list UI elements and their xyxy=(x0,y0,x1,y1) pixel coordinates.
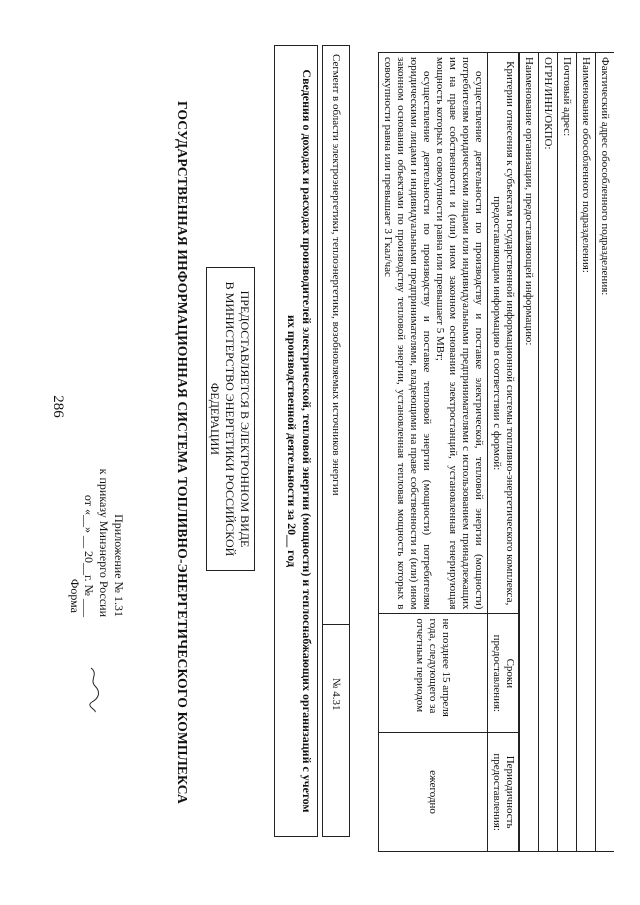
segment-label: Сегмент в области электроэнергетики, теплоэнергетики, возобновляемых источников энергии xyxy=(330,54,342,496)
field-ogrn-inn-okpo: ОГРН/ИНН/ОКПО: xyxy=(538,52,557,852)
periodicity-header: Периодичность предоставления: xyxy=(488,733,519,852)
annex-block xyxy=(81,469,126,617)
criteria-table xyxy=(378,52,519,852)
annex-line-1: Приложение № 1.31 xyxy=(112,514,126,617)
handwritten-date-signature xyxy=(87,666,101,714)
report-title-line-1: Сведения о доходах и расходах производителей электрической, тепловой энергии (мощности) и теплоснабжающих организаций с учетом xyxy=(300,69,314,813)
field-postal-address: Почтовый адрес: xyxy=(557,52,576,852)
criteria-text-2: осуществление деятельности по производству и поставке тепловой энергии (мощности) потребителям юридическими лицами и индивидуальными предпринимателями, владеющими на праве собственности и (или) ином законном основании объектами по производству тепловой энергии, установленная тепловая мощность которых в совокупности равна или превышает 3 Гкал/час xyxy=(382,57,433,610)
report-title-line-2: их производственной деятельности за 20__ год xyxy=(285,314,299,568)
criteria-header: Критерии отнесения к субъектам государственной информационной системы топливно-энергетического комплекса, предоставляющим информацию в соответствии с формой: xyxy=(488,53,519,614)
submitted-line-2: В МИНИСТЕРСТВО ЭНЕРГЕТИКИ РОССИЙСКОЙ ФЕДЕРАЦИИ xyxy=(208,281,237,557)
field-organization-name: Наименование организации, предоставляющей информацию: xyxy=(519,52,538,852)
field-subdivision-name: Наименование обособленного подразделения: xyxy=(576,52,595,852)
annex-line-3: от «__» __ 20__г. № ___ xyxy=(82,494,96,617)
criteria-cell xyxy=(379,53,488,614)
segment-number: № 4.31 xyxy=(330,678,342,711)
criteria-table-row xyxy=(379,53,488,852)
report-title-box xyxy=(274,45,318,837)
submitted-box xyxy=(206,267,255,571)
submitted-line-1: ПРЕДОСТАВЛЯЕТСЯ В ЭЛЕКТРОННОМ ВИДЕ xyxy=(238,290,252,548)
criteria-text-1: осуществление деятельности по производству и поставке электрической, тепловой энергии (мощности) потребителям юридическими лицами или индивидуальными предпринимателями с использованием принадлежащих им на праве собственности и (или) ином законном основании электростанций, установленная генерирующая мощность которых в совокупности равна или превышает 5 МВт; xyxy=(434,57,485,610)
document-title: ГОСУДАРСТВЕННАЯ ИНФОРМАЦИОННАЯ СИСТЕМА ТОПЛИВНО-ЭНЕРГЕТИЧЕСКОГО КОМПЛЕКСА xyxy=(175,101,190,804)
deadline-header: Сроки предоставления: xyxy=(488,614,519,733)
periodicity-cell: ежегодно xyxy=(379,733,488,852)
deadline-cell: не позднее 15 апреля года, следующего за отчетным периодом xyxy=(379,614,488,733)
segment-divider xyxy=(323,624,349,625)
annex-line-2: к приказу Минэнерго России xyxy=(97,468,111,617)
field-subdivision-address: Фактический адрес обособленного подразделения: xyxy=(595,52,614,852)
page-number: 286 xyxy=(49,395,66,418)
criteria-table-header xyxy=(488,53,519,852)
form-label: Форма xyxy=(68,578,82,613)
segment-row xyxy=(322,45,350,837)
